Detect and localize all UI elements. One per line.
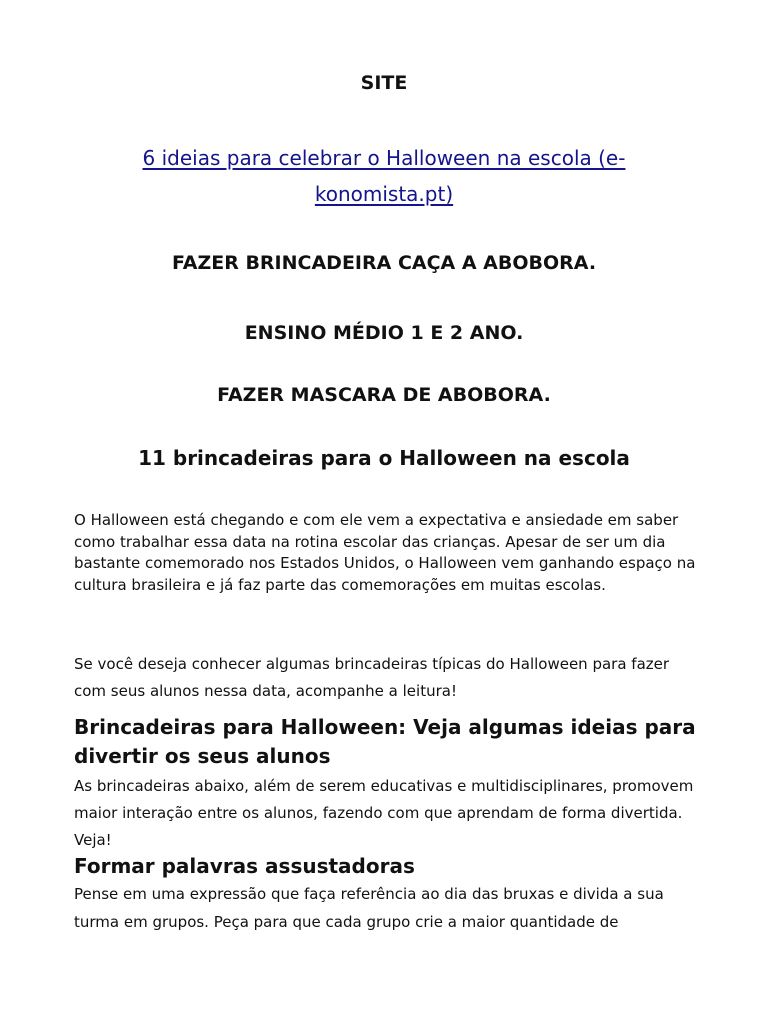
article-link[interactable]: 6 ideias para celebrar o Halloween na escola (e-konomista.pt): [142, 146, 626, 206]
subheading-scary-words: Formar palavras assustadoras: [74, 854, 415, 878]
paragraph-scary-words: Pense em uma expressão que faça referência ao dia das bruxas e divida a sua turma em grupos. Peça para que cada grupo crie a maior quantidade de: [74, 885, 664, 931]
paragraph-benefits: As brincadeiras abaixo, além de serem educativas e multidisciplinares, promovem maior interação entre os alunos, fazendo com que aprendam de forma divertida. Veja!: [74, 777, 694, 849]
heading-pumpkin-hunt: FAZER BRINCADEIRA CAÇA A ABOBORA.: [171, 252, 597, 274]
subheading-ideas: Brincadeiras para Halloween: Veja algumas ideias para divertir os seus alunos: [74, 715, 696, 768]
section-title: 11 brincadeiras para o Halloween na escola: [138, 446, 630, 470]
heading-grade-level: ENSINO MÉDIO 1 E 2 ANO.: [244, 322, 524, 344]
paragraph-reading-invite: Se você deseja conhecer algumas brincadeiras típicas do Halloween para fazer com seus alunos nessa data, acompanhe a leitura!: [74, 655, 670, 700]
heading-pumpkin-mask: FAZER MASCARA DE ABOBORA.: [217, 384, 551, 406]
paragraph-intro: O Halloween está chegando e com ele vem a expectativa e ansiedade em saber como trabalhar essa data na rotina escolar das crianças. Apesar de ser um dia bastante comemorado nos Estados Unidos, o Halloween vem ganhando espaço na cultura brasileira e já faz parte das comemorações em muitas escolas.: [74, 511, 696, 594]
site-heading: SITE: [360, 72, 408, 94]
article-link-container: [80, 140, 688, 212]
